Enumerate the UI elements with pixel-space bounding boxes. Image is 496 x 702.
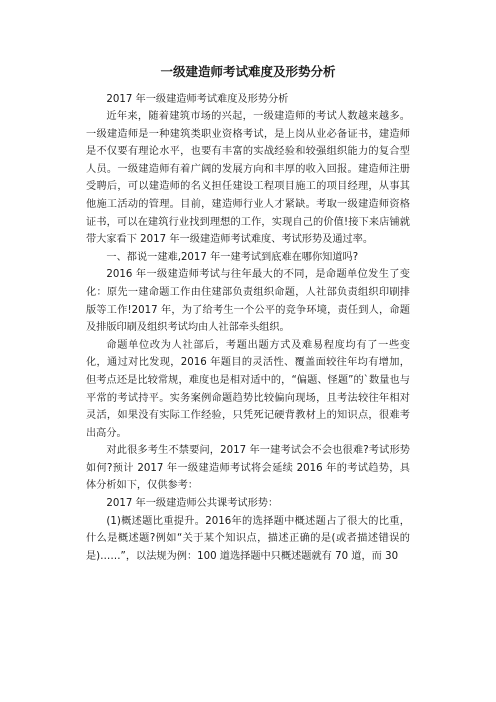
paragraph-public-course: 2017 年一级建造师公共课考试形势： bbox=[106, 498, 279, 510]
paragraph-section-heading: 一、都说一建难,2017 年一建考试到底难在哪你知道吗? bbox=[106, 251, 359, 263]
document-title: 一级建造师考试难度及形势分析 bbox=[160, 64, 336, 79]
paragraph-exam-change: 2016 年一级建造师考试与往年最大的不同，是命题单位发生了变化：原先一建命题工作由住建部负责组织命题，人社部负责组织印刷排版等工作!2017 年，为了给考生一个公平的竞争环境，责任到人，命题及排版印刷及组织考试均由人社部牵头组织。 bbox=[86, 269, 410, 334]
paragraph-difficulty: 命题单位改为人社部后，考题出题方式及难易程度均有了一些变化，通过对比发现，2016 年题目的灵活性、覆盖面较往年均有增加，但考点还是比较常规，难度也是相对适中的，“偏题、怪题”的`数量也与平常的考试持平。实务案例命题趋势比较偏向现场，且考法较往年相对灵活，如果没有实际工作经验，只凭死记硬背教材上的知识点，很难考出高分。 bbox=[86, 339, 410, 439]
paragraph-intro: 近年来，随着建筑市场的兴起，一级建造师的考试人数越来越多。一级建造师是一种建筑类职业资格考试，是上岗从业必备证书，建造师是不仅要有理论水平，也要有丰富的实战经验和较强组织能力的复合型人员。一级建造师有着广阔的发展方向和丰厚的收入回报。建造师注册受聘后，可以建造师的名义担任建设工程项目施工的项目经理，从事其他施工活动的管理。目前，建造师行业人才紧缺。考取一级建造师资格证书，可以在建筑行业找到理想的工作，实现自己的价值!接下来店铺就带大家看下 2017 年一级建造师考试难度、考试形势及通过率。 bbox=[86, 111, 410, 246]
paragraph-overview-questions: (1)概述题比重提升。2016年的选择题中概述题占了很大的比重，什么是概述题?例如“关于某个知识点，描述正确的是(或者描述错误的是)……”，以法规为例：100 道选择题中只概述题就有 70 道，而 30 bbox=[86, 515, 410, 562]
paragraph-forecast: 对此很多考生不禁要问，2017 年一建考试会不会也很难?考试形势如何?预计 2017 年一级建造师考试将会延续 2016 年的考试趋势，具体分析如下，仅供参考： bbox=[86, 445, 410, 492]
document-subtitle: 2017 年一级建造师考试难度及形势分析 bbox=[106, 94, 289, 105]
